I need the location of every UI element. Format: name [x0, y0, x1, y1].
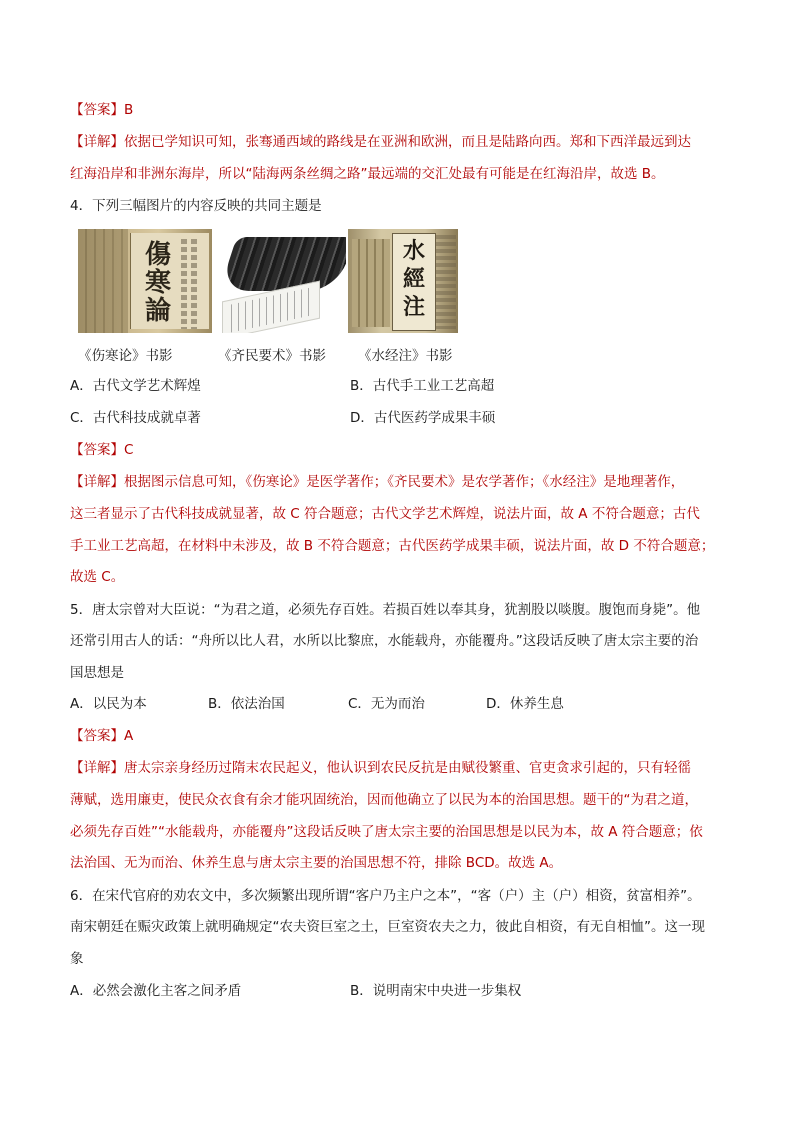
detail-line-q5-1 [70, 758, 691, 778]
answer-line-q5 [70, 726, 133, 746]
answer-line-q3 [70, 100, 133, 120]
question-6-stem-3: 象 [70, 951, 84, 967]
answer-line-q4 [70, 440, 133, 460]
option-c: C．无为而治 [348, 696, 425, 712]
detail-tag: 【详解】 [70, 474, 124, 490]
question-6-stem-1: 6．在宋代官府的劝农文中，多次频繁出现所谓“客户乃主户之本”，“客（户）主（户）相资，贫富相养”。 [70, 888, 701, 904]
shanghanlun-book-image [78, 229, 212, 333]
detail-line-q4-2: 这三者显示了古代科技成就显著，故 C 符合题意；古代文学艺术辉煌，说法片面，故 A 不符合题意；古代 [70, 506, 700, 522]
book-title-char: 傷 [144, 240, 171, 270]
option-b: B．依法治国 [208, 696, 285, 712]
option-c: C．古代科技成就卓著 [70, 410, 201, 426]
shuijingzhu-book-image [348, 229, 458, 333]
question-5-stem-3: 国思想是 [70, 665, 124, 681]
answer-tag: 【答案】 [70, 728, 124, 744]
answer-value: C [124, 442, 134, 458]
book-title-char: 寒 [144, 268, 171, 298]
answer-value: A [124, 728, 134, 744]
detail-text: 唐太宗亲身经历过隋末农民起义，他认识到农民反抗是由赋役繁重、官吏贪求引起的，只有轻徭 [124, 760, 691, 776]
answer-tag: 【答案】 [70, 102, 124, 118]
image-caption-2: 《齐民要术》书影 [218, 348, 326, 364]
question-6-stem-2: 南宋朝廷在赈灾政策上就明确规定“农夫资巨室之土，巨室资农夫之力，彼此自相资，有无自相恤”。这一现 [70, 919, 705, 935]
option-d: D．古代医药学成果丰硕 [350, 410, 496, 426]
detail-line-q4-3: 手工业工艺高超，在材料中未涉及，故 B 不符合题意；古代医药学成果丰硕，说法片面，故 D 不符合题意； [70, 538, 715, 554]
book-title-char: 經 [402, 266, 425, 292]
answer-tag: 【答案】 [70, 442, 124, 458]
book-title-char: 注 [402, 294, 425, 320]
detail-line-q4-1 [70, 472, 684, 492]
detail-line-q5-2: 薄赋，选用廉吏，使民众衣食有余才能巩固统治，因而他确立了以民为本的治国思想。题干的“为君之道， [70, 792, 698, 808]
image-caption-3: 《水经注》书影 [358, 348, 453, 364]
detail-line-q3-2: 红海沿岸和非洲东海岸，所以“陆海两条丝绸之路”最远端的交汇处最有可能是在红海沿岸，故选 B。 [70, 166, 665, 182]
detail-text: 根据图示信息可知，《伤寒论》是医学著作；《齐民要术》是农学著作；《水经注》是地理著作， [124, 474, 685, 490]
question-4-stem: 4．下列三幅图片的内容反映的共同主题是 [70, 198, 322, 214]
question-5-stem-2: 还常引用古人的话：“舟所以比人君，水所以比黎庶，水能载舟，亦能覆舟。”这段话反映了唐太宗主要的治 [70, 633, 699, 649]
question-5-stem-1: 5．唐太宗曾对大臣说：“为君之道，必须先存百姓。若损百姓以奉其身，犹割股以啖腹。腹饱而身毙”。他 [70, 602, 701, 618]
detail-line-q3-1 [70, 132, 691, 152]
option-b: B．古代手工业工艺高超 [350, 378, 495, 394]
detail-line-q5-4: 法治国、无为而治、休养生息与唐太宗主要的治国思想不符，排除 BCD。故选 A。 [70, 855, 563, 871]
qiminyaoshu-bamboo-image [214, 229, 346, 333]
option-d: D．休养生息 [486, 696, 564, 712]
option-a: A．以民为本 [70, 696, 147, 712]
book-title-char: 論 [144, 296, 171, 326]
option-a: A．古代文学艺术辉煌 [70, 378, 201, 394]
answer-value: B [124, 102, 134, 118]
detail-tag: 【详解】 [70, 134, 124, 150]
option-a: A．必然会激化主客之间矛盾 [70, 983, 242, 999]
detail-line-q5-3: 必须先存百姓”“水能载舟，亦能覆舟”这段话反映了唐太宗主要的治国思想是以民为本，故 A 符合题意；依 [70, 824, 703, 840]
detail-line-q4-4: 故选 C。 [70, 569, 125, 585]
book-title-char: 水 [402, 238, 425, 264]
image-caption-1: 《伤寒论》书影 [78, 348, 173, 364]
option-b: B．说明南宋中央进一步集权 [350, 983, 522, 999]
detail-tag: 【详解】 [70, 760, 124, 776]
detail-text: 依据已学知识可知，张骞通西域的路线是在亚洲和欧洲，而且是陆路向西。郑和下西洋最远到达 [124, 134, 691, 150]
